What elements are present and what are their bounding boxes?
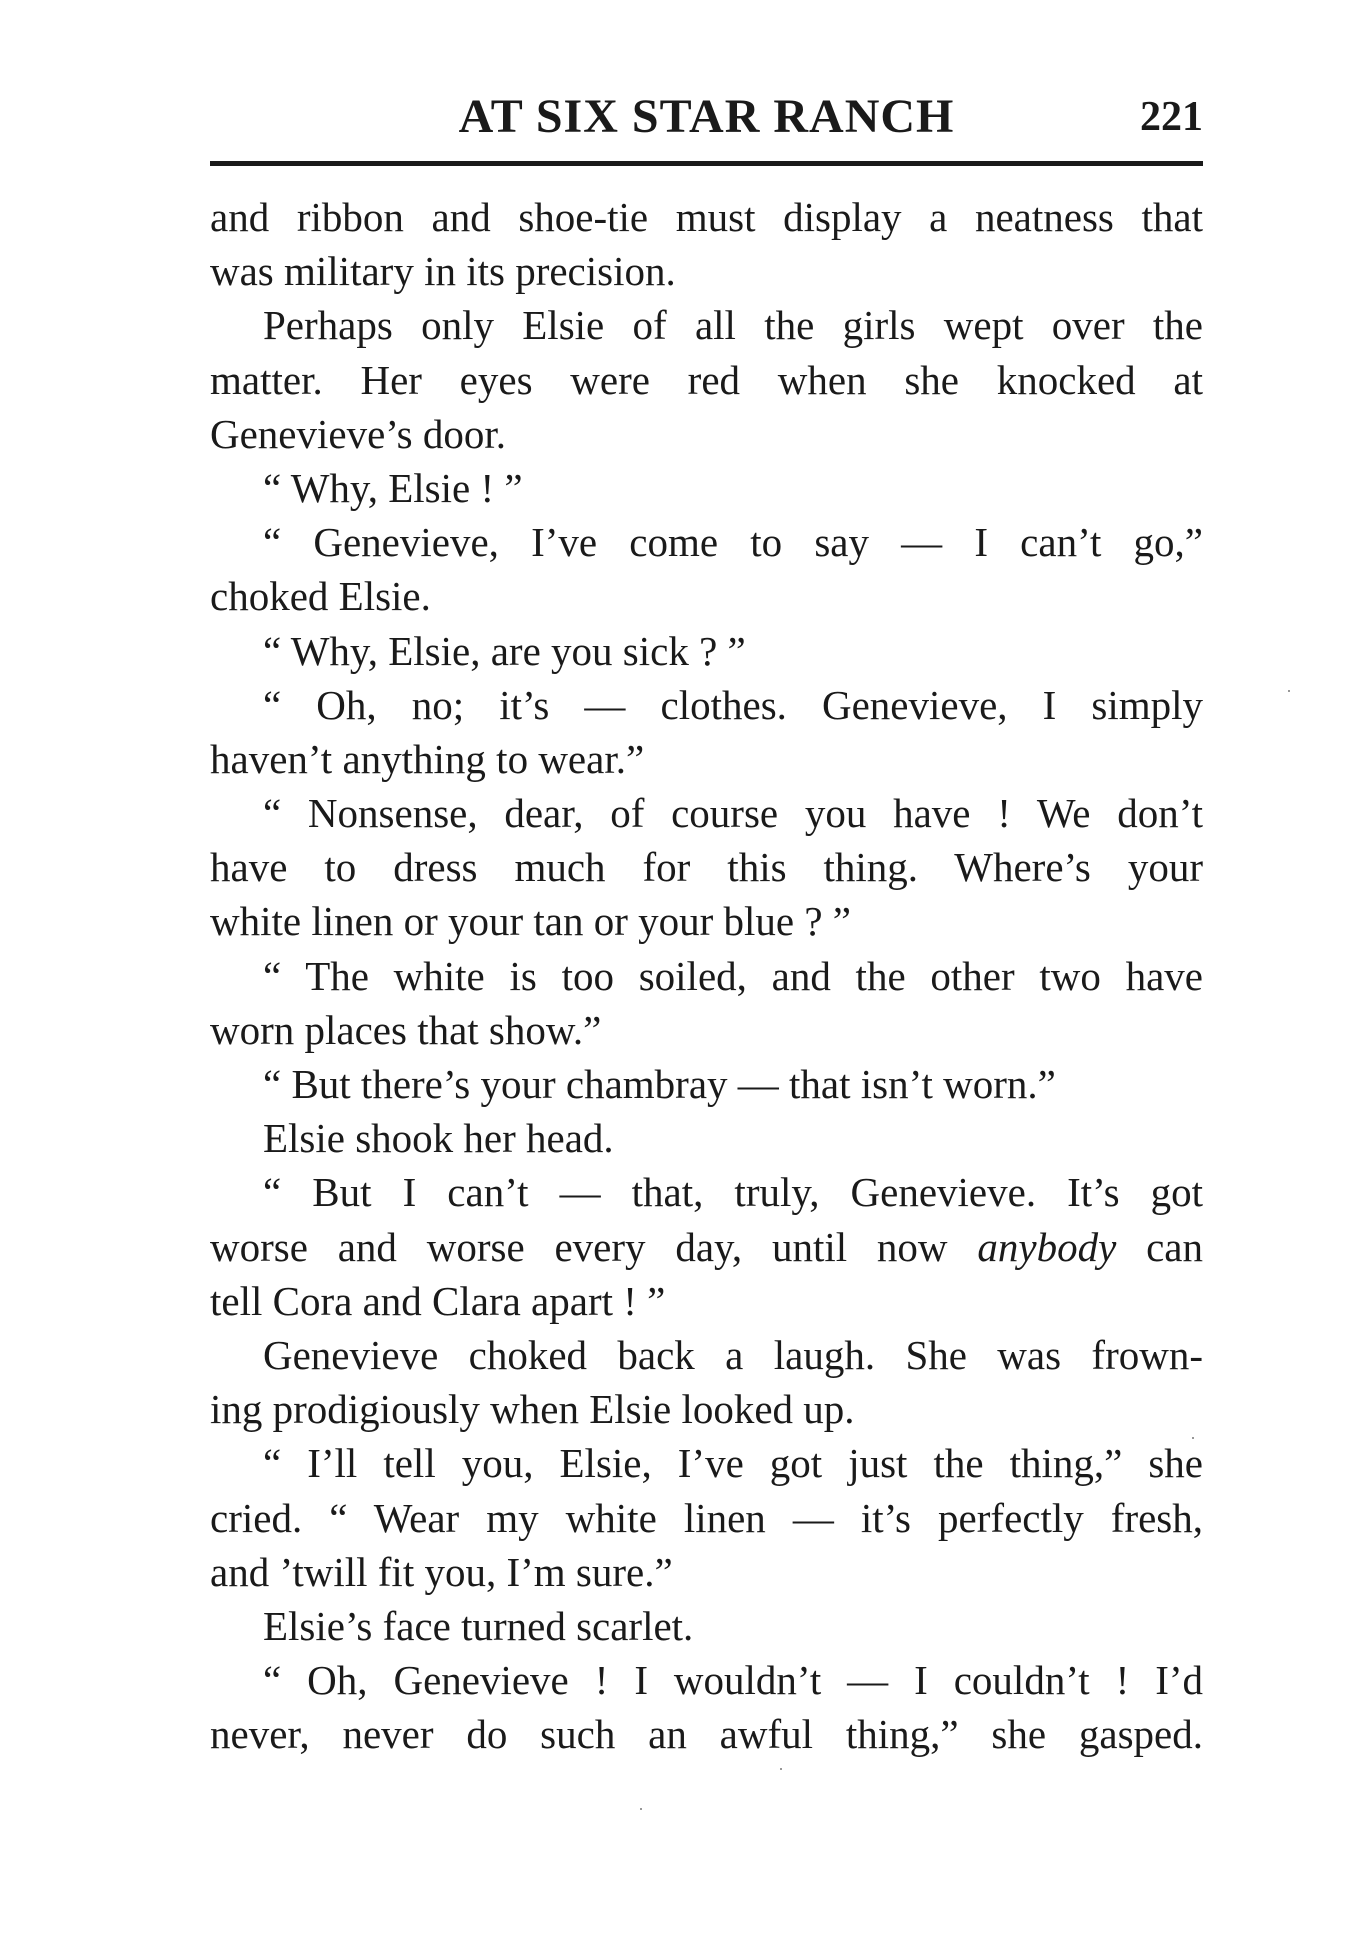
text-run: “ Why, Elsie ! ” (263, 464, 523, 511)
text-line (210, 786, 1203, 840)
text-line (210, 1057, 1203, 1111)
paper-speck (640, 1808, 642, 1810)
text-line (210, 569, 1203, 623)
text-run: “ Genevieve, I’ve come to say — I can’t go,” (263, 519, 1203, 566)
text-run: Elsie shook her head. (263, 1115, 614, 1162)
text-run: “ The white is too soiled, and the other two have (263, 952, 1203, 999)
text-line (210, 1382, 1203, 1436)
running-title: AT SIX STAR RANCH (458, 90, 955, 143)
text-line (210, 1111, 1203, 1165)
page-number: 221 (1140, 94, 1203, 140)
text-run: was military in its precision. (210, 248, 676, 295)
text-run: white linen or your tan or your blue ? ” (210, 898, 852, 945)
text-line (210, 461, 1203, 515)
text-line (210, 1328, 1203, 1382)
text-line (210, 949, 1203, 1003)
text-run: cried. “ Wear my white linen — it’s perfectly fresh, (210, 1494, 1203, 1541)
text-run: “ Oh, Genevieve ! I wouldn’t — I couldn’t ! I’d (263, 1657, 1203, 1704)
paper-speck (1192, 1437, 1194, 1439)
text-run: and ’twill fit you, I’m sure.” (210, 1548, 673, 1595)
text-line (210, 678, 1203, 732)
text-run: “ Nonsense, dear, of course you have ! We don’t (263, 790, 1203, 837)
text-run: Genevieve’s door. (210, 410, 507, 457)
text-line (210, 244, 1203, 298)
text-line (210, 1003, 1203, 1057)
text-run-italic: anybody (977, 1223, 1117, 1270)
paper-speck (780, 1768, 782, 1770)
text-run: never, never do such an awful thing,” she gasped. (210, 1711, 1203, 1758)
text-line (210, 1653, 1203, 1707)
text-run: haven’t anything to wear.” (210, 735, 645, 782)
text-run: “ But there’s your chambray — that isn’t worn.” (263, 1061, 1056, 1107)
text-run: “ But I can’t — that, truly, Genevieve. It’s got (263, 1169, 1203, 1216)
text-run: “ Oh, no; it’s — clothes. Genevieve, I simply (263, 681, 1203, 728)
text-line (210, 1220, 1203, 1274)
text-run: worse and worse every day, until now (210, 1223, 978, 1270)
running-head (210, 82, 1203, 152)
text-run: “ Why, Elsie, are you sick ? ” (263, 627, 746, 674)
text-run: have to dress much for this thing. Where’s your (210, 844, 1203, 891)
text-run: worn places that show.” (210, 1006, 602, 1053)
text-run: and ribbon and shoe-tie must display a neatness that (210, 194, 1203, 240)
text-run: “ I’ll tell you, Elsie, I’ve got just the thing,” she (263, 1440, 1203, 1487)
text-line (210, 1599, 1203, 1653)
text-run: choked Elsie. (210, 573, 431, 620)
text-line (210, 1436, 1203, 1490)
text-run: can (1116, 1223, 1203, 1270)
text-line (210, 407, 1203, 461)
text-line (210, 1707, 1203, 1761)
header-rule (210, 161, 1203, 166)
text-line (210, 624, 1203, 678)
text-line (210, 840, 1203, 894)
text-line (210, 515, 1203, 569)
text-line (210, 894, 1203, 948)
text-run: matter. Her eyes were red when she knocked at (210, 356, 1203, 403)
text-line (210, 298, 1203, 352)
text-line (210, 1545, 1203, 1599)
text-line (210, 353, 1203, 407)
text-line (210, 1274, 1203, 1328)
text-line (210, 732, 1203, 786)
text-run: ing prodigiously when Elsie looked up. (210, 1386, 855, 1433)
text-run: Elsie’s face turned scarlet. (263, 1602, 694, 1649)
paper-speck (1288, 690, 1290, 692)
text-line (210, 1165, 1203, 1219)
body-text (210, 190, 1203, 1761)
text-line (210, 1491, 1203, 1545)
text-run: tell Cora and Clara apart ! ” (210, 1277, 666, 1324)
text-run: Perhaps only Elsie of all the girls wept over the (263, 302, 1203, 349)
text-run: Genevieve choked back a laugh. She was frown- (263, 1331, 1203, 1378)
text-line (210, 190, 1203, 244)
